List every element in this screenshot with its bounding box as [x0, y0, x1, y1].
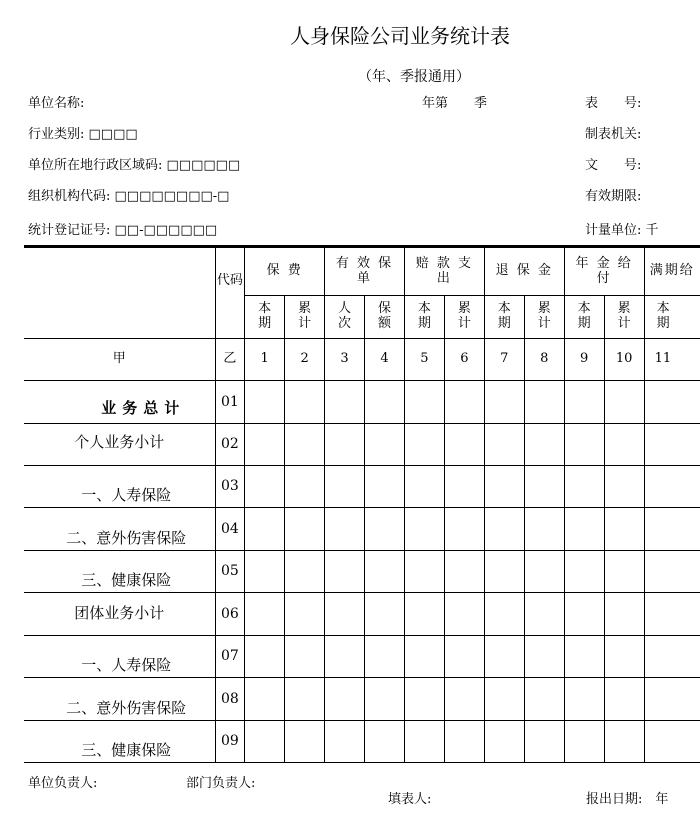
data-cell[interactable] [245, 551, 285, 593]
data-cell[interactable] [285, 551, 325, 593]
statistics-table [24, 245, 700, 763]
effective-policy-header: 有 效 保 单 [325, 247, 405, 296]
unit-name-label: 单位名称: [28, 96, 85, 111]
data-cell[interactable] [444, 593, 484, 636]
data-cell[interactable] [644, 381, 700, 424]
data-cell[interactable] [644, 466, 700, 508]
data-cell[interactable] [484, 424, 524, 466]
data-cell[interactable] [644, 508, 700, 551]
data-cell[interactable] [444, 678, 484, 721]
data-cell[interactable] [285, 466, 325, 508]
sub-policy-amount: 保额 [365, 296, 405, 339]
index-col-11: 11 [644, 339, 700, 381]
index-label: 甲 [24, 339, 215, 381]
data-cell[interactable] [644, 721, 700, 763]
data-cell[interactable] [484, 551, 524, 593]
data-cell[interactable] [484, 721, 524, 763]
row-label: 团体业务小计 [24, 593, 215, 636]
index-code: 乙 [215, 339, 245, 381]
data-cell[interactable] [404, 593, 444, 636]
row-code: 02 [215, 424, 245, 466]
data-cell[interactable] [404, 636, 444, 678]
sub-annuity-cumulative: 累计 [604, 296, 644, 339]
sub-claims-current: 本期 [404, 296, 444, 339]
data-cell[interactable] [285, 381, 325, 424]
document-number-label: 文 号: [585, 158, 642, 173]
data-cell[interactable] [644, 593, 700, 636]
data-cell[interactable] [644, 636, 700, 678]
data-cell[interactable] [484, 508, 524, 551]
table-row [24, 381, 700, 424]
index-col-9: 9 [564, 339, 604, 381]
code-header: 代码 [215, 247, 245, 339]
row-label: 二、意外伤害保险 [24, 508, 215, 551]
row-code: 08 [215, 678, 245, 721]
data-cell[interactable] [564, 678, 604, 721]
index-col-6: 6 [444, 339, 484, 381]
data-cell[interactable] [524, 678, 564, 721]
table-row [24, 466, 700, 508]
year-quarter-label: 年第 季 [422, 96, 488, 111]
annuity-header: 年 金 给 付 [564, 247, 644, 296]
data-cell[interactable] [604, 424, 644, 466]
table-row [24, 551, 700, 593]
data-cell[interactable] [564, 466, 604, 508]
table-row [24, 721, 700, 763]
data-cell[interactable] [524, 721, 564, 763]
data-cell[interactable] [444, 721, 484, 763]
data-cell[interactable] [325, 381, 365, 424]
table-row [24, 636, 700, 678]
data-cell[interactable] [285, 593, 325, 636]
data-cell[interactable] [444, 381, 484, 424]
sub-premium-current: 本期 [245, 296, 285, 339]
report-date-label: 报出日期: 年 [586, 792, 669, 807]
index-col-3: 3 [325, 339, 365, 381]
table-row [24, 508, 700, 551]
row-code: 09 [215, 721, 245, 763]
data-cell[interactable] [404, 508, 444, 551]
data-cell[interactable] [245, 678, 285, 721]
data-cell[interactable] [564, 593, 604, 636]
data-cell[interactable] [484, 466, 524, 508]
data-cell[interactable] [404, 424, 444, 466]
index-col-7: 7 [484, 339, 524, 381]
data-cell[interactable] [444, 424, 484, 466]
data-cell[interactable] [484, 381, 524, 424]
data-cell[interactable] [245, 424, 285, 466]
data-cell[interactable] [365, 508, 405, 551]
data-cell[interactable] [285, 636, 325, 678]
data-cell[interactable] [604, 551, 644, 593]
row-code: 03 [215, 466, 245, 508]
data-cell[interactable] [644, 424, 700, 466]
row-label: 三、健康保险 [24, 721, 215, 763]
data-cell[interactable] [604, 636, 644, 678]
data-cell[interactable] [564, 381, 604, 424]
report-subtitle: （年、季报通用） [358, 69, 470, 85]
report-title: 人身保险公司业务统计表 [290, 24, 510, 48]
data-cell[interactable] [444, 636, 484, 678]
data-cell[interactable] [245, 466, 285, 508]
valid-until-label: 有效期限: [585, 189, 642, 204]
data-cell[interactable] [644, 678, 700, 721]
data-cell[interactable] [524, 466, 564, 508]
data-cell[interactable] [245, 508, 285, 551]
header-blank [24, 247, 215, 339]
sub-surrender-cumulative: 累计 [524, 296, 564, 339]
data-cell[interactable] [444, 551, 484, 593]
premium-header: 保 费 [245, 247, 325, 296]
row-label: 三、健康保险 [24, 551, 215, 593]
unit-head-label: 单位负责人: [28, 776, 98, 791]
industry-category-label: 行业类别: □□□□ [28, 127, 138, 142]
data-cell[interactable] [604, 466, 644, 508]
index-col-2: 2 [285, 339, 325, 381]
data-cell[interactable] [285, 678, 325, 721]
sub-policy-count: 人次 [325, 296, 365, 339]
data-cell[interactable] [644, 551, 700, 593]
data-cell[interactable] [564, 636, 604, 678]
sub-premium-cumulative: 累计 [285, 296, 325, 339]
data-cell[interactable] [365, 593, 405, 636]
row-code: 06 [215, 593, 245, 636]
sub-claims-cumulative: 累计 [444, 296, 484, 339]
issuer-label: 制表机关: [585, 127, 642, 142]
data-cell[interactable] [564, 721, 604, 763]
data-cell[interactable] [604, 508, 644, 551]
data-cell[interactable] [404, 551, 444, 593]
data-cell[interactable] [325, 721, 365, 763]
form-number-label: 表 号: [585, 96, 642, 111]
data-cell[interactable] [404, 381, 444, 424]
data-cell[interactable] [365, 424, 405, 466]
index-col-4: 4 [365, 339, 405, 381]
data-cell[interactable] [245, 636, 285, 678]
data-cell[interactable] [245, 381, 285, 424]
row-code: 05 [215, 551, 245, 593]
index-row [24, 339, 700, 381]
stat-registration-label: 统计登记证号: □□-□□□□□□ [28, 223, 218, 238]
claims-header: 赔 款 支 出 [404, 247, 484, 296]
region-code-label: 单位所在地行政区域码: □□□□□□ [28, 158, 241, 173]
data-cell[interactable] [325, 508, 365, 551]
data-cell[interactable] [444, 508, 484, 551]
data-cell[interactable] [604, 381, 644, 424]
data-cell[interactable] [404, 466, 444, 508]
data-cell[interactable] [524, 381, 564, 424]
data-cell[interactable] [325, 636, 365, 678]
index-col-8: 8 [524, 339, 564, 381]
data-cell[interactable] [325, 551, 365, 593]
data-cell[interactable] [564, 551, 604, 593]
surrender-header: 退 保 金 [484, 247, 564, 296]
data-cell[interactable] [444, 466, 484, 508]
sub-surrender-current: 本期 [484, 296, 524, 339]
data-cell[interactable] [404, 678, 444, 721]
data-cell[interactable] [285, 424, 325, 466]
data-cell[interactable] [365, 678, 405, 721]
data-cell[interactable] [484, 593, 524, 636]
data-cell[interactable] [325, 593, 365, 636]
data-cell[interactable] [404, 721, 444, 763]
data-cell[interactable] [604, 678, 644, 721]
dept-head-label: 部门负责人: [186, 776, 256, 791]
row-label: 一、人寿保险 [24, 466, 215, 508]
index-col-5: 5 [404, 339, 444, 381]
table-row [24, 593, 700, 636]
table-row [24, 678, 700, 721]
data-cell[interactable] [524, 593, 564, 636]
data-cell[interactable] [524, 636, 564, 678]
data-cell[interactable] [564, 508, 604, 551]
row-code: 01 [215, 381, 245, 424]
data-cell[interactable] [524, 551, 564, 593]
data-cell[interactable] [484, 636, 524, 678]
row-label: 二、意外伤害保险 [24, 678, 215, 721]
row-label: 一、人寿保险 [24, 636, 215, 678]
sub-maturity-current: 本期 [644, 296, 700, 339]
measure-unit-label: 计量单位: 千 [585, 223, 659, 238]
data-cell[interactable] [365, 636, 405, 678]
data-cell[interactable] [245, 721, 285, 763]
data-cell[interactable] [325, 466, 365, 508]
data-cell[interactable] [365, 381, 405, 424]
row-code: 04 [215, 508, 245, 551]
data-cell[interactable] [524, 508, 564, 551]
data-cell[interactable] [604, 593, 644, 636]
data-cell[interactable] [365, 551, 405, 593]
data-cell[interactable] [285, 508, 325, 551]
org-code-label: 组织机构代码: □□□□□□□□-□ [28, 189, 230, 204]
index-col-10: 10 [604, 339, 644, 381]
data-cell[interactable] [285, 721, 325, 763]
data-cell[interactable] [524, 424, 564, 466]
row-label: 个人业务小计 [24, 424, 215, 466]
sub-annuity-current: 本期 [564, 296, 604, 339]
data-cell[interactable] [365, 466, 405, 508]
table-row [24, 424, 700, 466]
index-col-1: 1 [245, 339, 285, 381]
data-cell[interactable] [564, 424, 604, 466]
maturity-header: 满期给 [644, 247, 700, 296]
data-cell[interactable] [245, 593, 285, 636]
data-cell[interactable] [325, 678, 365, 721]
data-cell[interactable] [484, 678, 524, 721]
row-label: 业务总计 [24, 381, 215, 424]
row-code: 07 [215, 636, 245, 678]
data-cell[interactable] [604, 721, 644, 763]
data-cell[interactable] [325, 424, 365, 466]
filler-label: 填表人: [388, 792, 432, 807]
data-cell[interactable] [365, 721, 405, 763]
